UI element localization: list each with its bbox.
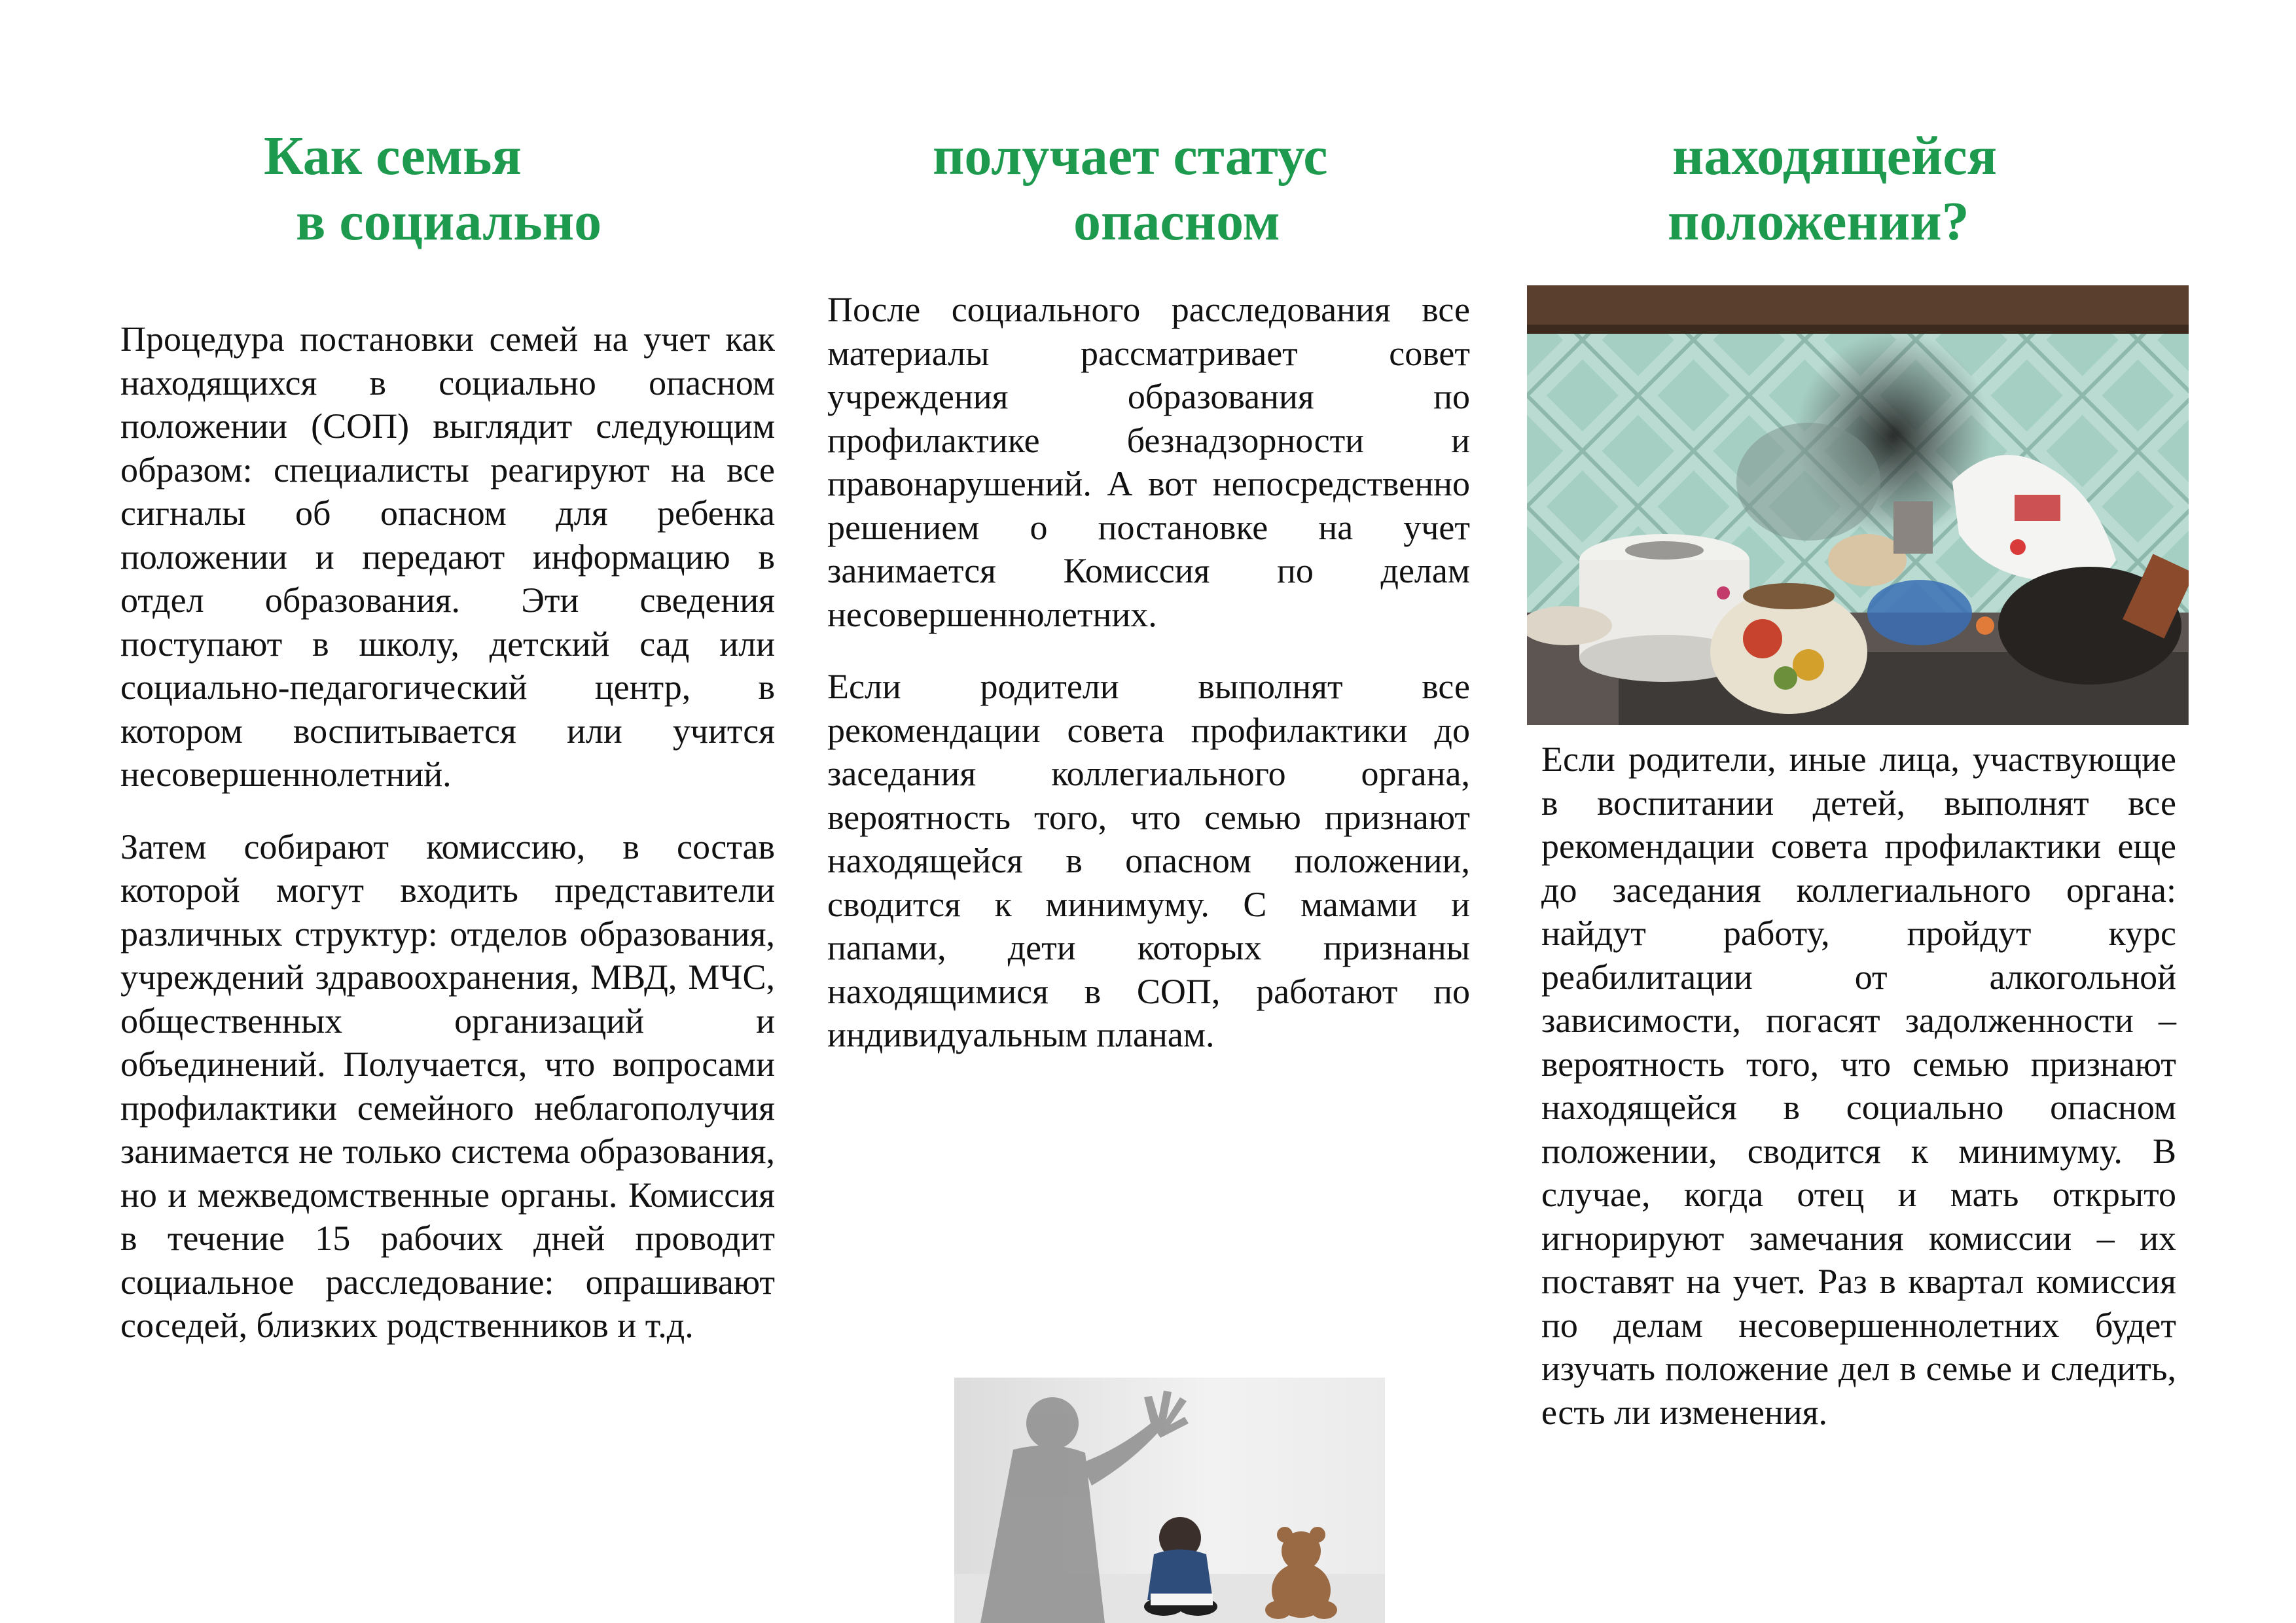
column-1-text: [120, 317, 775, 1376]
column-3-text: [1541, 738, 2176, 1463]
kitchen-clutter-photo: [1527, 285, 2189, 725]
headline-part2-line2: опасном: [1073, 191, 1280, 252]
column-1-paragraph-2: Затем собирают комиссию, в состав которой могут входить представители различных структур: отделов образования, учреждений здравоохранения, МВД, МЧС, общественных организаций и объединений. Получается, что вопросами профилактики семейного неблагополучия занимается не только система образования, но и межведомственные органы. Комиссия в течение 15 рабочих дней проводит социальное расследование: опрашивают соседей, близких родственников и т.д.: [120, 827, 775, 1345]
column-2-paragraph-2: Если родители выполнят все рекомендации совета профилактики до заседания коллегиального органа, вероятность того, что семью признают находящейся в опасном положении, сводится к минимуму. С мамами и папами, дети которых признаны находящимися в СОП, работают по индивидуальным планам.: [827, 667, 1470, 1054]
column-1-paragraph-1: Процедура постановки семей на учет как находящихся в социально опасном положении (СОП) выглядит следующим образом: специалисты реагируют на все сигналы об опасном для ребенка положении и передают информацию в отдел образования. Эти сведения поступают в школу, детский сад или социально-педагогический центр, в котором воспитывается или учится несовершеннолетний.: [120, 319, 775, 794]
headline-part2-line1: получает статус: [933, 126, 1328, 187]
column-3-paragraph-1: Если родители, иные лица, участвующие в воспитании детей, выполнят все рекомендации совета профилактики еще до заседания коллегиального органа: найдут работу, пройдут курс реабилитации от алкогольной зависимости, погасят задолженности – вероятность того, что семью признают находящейся в социально опасном положении, сводится к минимуму. В случае, когда отец и мать открыто игнорируют замечания комиссии – их поставят на учет. Раз в квартал комиссия по делам несовершеннолетних будет изучать положение дел в семье и следить, есть ли изменения.: [1541, 740, 2176, 1432]
column-2-text: [827, 288, 1470, 1086]
headline-part1-line1: Как семья: [264, 126, 522, 187]
column-2-paragraph-1: После социального расследования все материалы рассматривает совет учреждения образования по профилактике безнадзорности и правонарушений. А вот непосредственно решением о постановке на учет занимается Комиссия по делам несовершеннолетних.: [827, 290, 1470, 634]
child-shadow-photo: [954, 1378, 1385, 1623]
headline-part1-line2: в социально: [296, 191, 602, 252]
headline-part3-line2: положении?: [1668, 191, 1969, 252]
headline-part3-line1: находящейся: [1672, 126, 1998, 187]
